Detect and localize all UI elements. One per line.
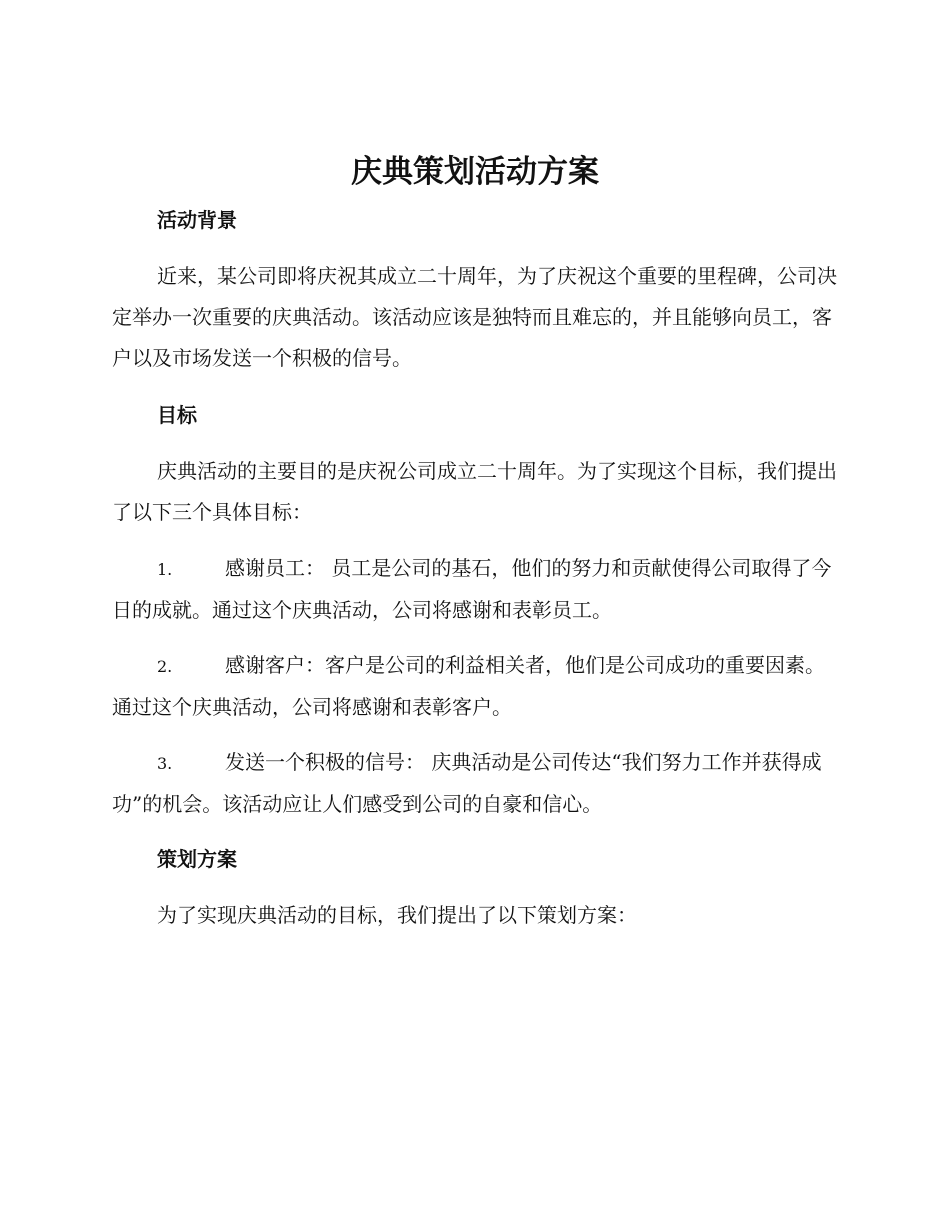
goal-list-number: 2.: [157, 657, 173, 676]
section-heading-plan: 策划方案: [157, 847, 237, 871]
goal-list-item: [112, 645, 840, 728]
goal-list-text: 感谢客户：客户是公司的利益相关者，他们是公司成功的重要因素。通过这个庆典活动，公司将感谢和表彰客户。: [112, 653, 825, 719]
goal-list-item: [112, 742, 840, 825]
goal-list-item: [112, 548, 840, 631]
section-heading-background: 活动背景: [157, 208, 237, 232]
goal-list-number: 1.: [157, 560, 173, 579]
section-paragraph-plan: 为了实现庆典活动的目标，我们提出了以下策划方案：: [157, 903, 637, 927]
goal-list-number: 3.: [157, 754, 173, 773]
goal-list-text: 感谢员工： 员工是公司的基石，他们的努力和贡献使得公司取得了今日的成就。通过这个庆典活动，公司将感谢和表彰员工。: [112, 556, 832, 622]
section-paragraph-goals: 庆典活动的主要目的是庆祝公司成立二十周年。为了实现这个目标，我们提出了以下三个具体目标：: [112, 459, 837, 524]
document-title: 庆典策划活动方案: [351, 154, 599, 190]
section-paragraph-background: 近来，某公司即将庆祝其成立二十周年，为了庆祝这个重要的里程碑，公司决定举办一次重要的庆典活动。该活动应该是独特而且难忘的，并且能够向员工，客户以及市场发送一个积极的信号。: [112, 264, 837, 370]
section-heading-goals: 目标: [157, 403, 197, 427]
goal-list-text: 发送一个积极的信号： 庆典活动是公司传达“我们努力工作并获得成功”的机会。该活动应让人们感受到公司的自豪和信心。: [112, 750, 822, 816]
